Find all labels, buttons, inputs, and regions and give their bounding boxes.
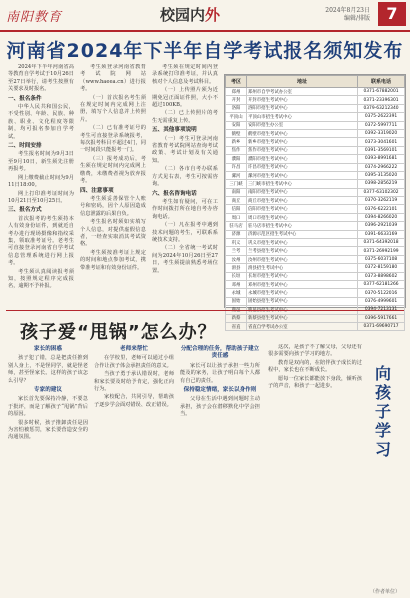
table-cell: 0375-2622391 [358, 113, 405, 121]
table-cell: 巩义市招生考试中心 [247, 239, 358, 247]
table-cell: 兰考 [226, 247, 247, 255]
table-cell: 0371-67882001 [358, 88, 405, 96]
section-accent: 外 [205, 6, 221, 24]
paragraph: 教育是双向的，在陪伴孩子成长的过程中，家长也在不断成长。 [268, 359, 362, 374]
table-cell: 汝州市招生考试中心 [247, 255, 358, 263]
paragraph: 家长首先要保持冷静，不要急于批评，而是了解孩子“甩锅”背后的原因。 [8, 396, 88, 418]
table-cell: 洛阳市招生考试中心 [247, 104, 358, 112]
table-cell: 鹤壁市招生考试中心 [247, 129, 358, 137]
vertical-column-title [369, 364, 397, 459]
section-title [160, 4, 220, 25]
paragraph: 中华人民共和国公民，不受性别、年龄、民族、种族、职业、文化程度等限制，均可报名参加自学考试。 [8, 104, 74, 140]
table-cell: 周口市招生考试中心 [247, 213, 358, 221]
table-row [226, 205, 405, 213]
table-cell: 商丘 [226, 197, 247, 205]
paragraph: （二）已有准考证号的考生可直接登录系统报考，每次报考科目不超过4门，同一时间段只能报考一门。 [80, 125, 146, 154]
table-cell: 济源 [226, 230, 247, 238]
table-cell: 0396-5917661 [358, 314, 405, 322]
paragraph: （一）首次报名考生须在规定时间内完成网上注册，填写个人信息并上传照片。 [80, 94, 146, 123]
table-row [226, 272, 405, 280]
exam-office-table-grid [225, 75, 405, 331]
paragraph: 家校配合，共同引导，帮助孩子逐步学会面对错误、改正错误。 [94, 394, 174, 408]
table-cell: 洛阳 [226, 104, 247, 112]
subheading: 五、其他事项说明 [152, 127, 197, 134]
table-cell: 0371-26992199 [358, 247, 405, 255]
table-cell: 滑县招生考试中心 [247, 264, 358, 272]
paragraph: 考生须认真阅读报考须知，按照规定程序完成报名，逾期不予补报。 [8, 268, 74, 290]
paragraph: （一）凡在报考中遇到技术问题的考生，可联系系统技术支持。 [152, 222, 218, 243]
table-cell: 焦作 [226, 146, 247, 154]
table-cell: 固始县招生考试中心 [247, 297, 358, 305]
table-cell: 0391-6633169 [358, 230, 405, 238]
table-cell: 0376-6222101 [358, 205, 405, 213]
table-cell: 开封市招生考试中心 [247, 96, 358, 104]
table-cell: 0370-5122016 [358, 289, 405, 297]
table-row [226, 314, 405, 322]
table-cell: 省直 [226, 322, 247, 330]
paragraph: 考生须登录河南省教育考试院网站（www.haeea.cn）进行报考。 [80, 64, 146, 93]
table-row [226, 230, 405, 238]
paragraph: 考生如有疑问，可在工作时间拨打所在地自考办咨询电话。 [152, 198, 218, 220]
table-cell: 驻马店 [226, 222, 247, 230]
table-cell: 商丘市招生考试中心 [247, 197, 358, 205]
vertical-title-text: 向孩子学习 [375, 364, 392, 459]
paragraph: 考生须妥善保管个人账号和密码，因个人原因造成信息泄露的后果自负。 [80, 195, 146, 217]
table-header-row [226, 76, 405, 88]
table-cell: 0377-63102302 [358, 188, 405, 196]
paragraph: （三）报考成功后，考生须在规定时间内完成网上缴费，未缴费者视为放弃报考。 [80, 155, 146, 185]
table-row [226, 264, 405, 272]
table-row [226, 239, 405, 247]
table-cell: 0373-3041601 [358, 138, 405, 146]
paragraph: （一）考生可登录河南省教育考试院网站查询考试政策、考试计划及有关通知。 [152, 135, 218, 164]
table-cell: 新乡 [226, 138, 247, 146]
table-cell: 0373-8898602 [358, 272, 405, 280]
table-row [226, 96, 405, 104]
paragraph: （一）上传照片须为近期免冠正面证件照，大小不超过100KB。 [152, 87, 218, 109]
table-cell: 南阳市招生考试中心 [247, 188, 358, 196]
table-cell: 永城 [226, 289, 247, 297]
table-cell: 濮阳市招生考试中心 [247, 155, 358, 163]
table-cell: 0398-2856219 [358, 180, 405, 188]
table-cell: 永城市招生考试中心 [247, 289, 358, 297]
paragraph: 孩子犯了错，总是把责任推到别人身上，不是怪同学，就是怪老师，甚至怪家长。这样的孩子该怎么引导？ [8, 355, 88, 384]
table-cell: 0374-2966222 [358, 163, 405, 171]
table-cell: 兰考县招生考试中心 [247, 247, 358, 255]
table-row [226, 155, 405, 163]
table-row [226, 113, 405, 121]
newspaper-logo: 南阳教育 [6, 10, 63, 25]
table-row [226, 255, 405, 263]
table-cell: 鹤壁 [226, 129, 247, 137]
table-cell: 漯河市招生考试中心 [247, 171, 358, 179]
exam-office-table [224, 74, 406, 330]
table-cell: 许昌 [226, 163, 247, 171]
table-row [226, 222, 405, 230]
table-row [226, 289, 405, 297]
section-divider [6, 310, 404, 311]
table-header-cell: 联系电话 [358, 76, 405, 88]
table-row [226, 138, 405, 146]
paragraph: 当孩子勇于承认错误时，老师和家长要及时给予肯定，强化正向行为。 [94, 371, 174, 393]
subheading: 保持稳定情绪，家长以身作则 [183, 387, 257, 394]
table-row [226, 129, 405, 137]
table-row [226, 121, 405, 129]
table-cell: 南阳 [226, 188, 247, 196]
footer-note: （作者单位） [369, 589, 400, 595]
paragraph: 考生报名时须如实填写个人信息，对提供虚假信息者，一经查实取消其考试资格。 [80, 219, 146, 248]
table-cell: 周口 [226, 213, 247, 221]
table-row [226, 104, 405, 112]
table-cell: 固始 [226, 297, 247, 305]
table-cell: 许昌市招生考试中心 [247, 163, 358, 171]
table-cell: 平顶山市招生考试中心 [247, 113, 358, 121]
table-cell: 焦作市招生考试中心 [247, 146, 358, 154]
table-cell: 0395-3135020 [358, 171, 405, 179]
paragraph: 考生须在规定时间内登录系统打印准考证，并认真核对个人信息及考试科目。 [152, 64, 218, 85]
table-cell: 省直自学考试办公室 [247, 322, 358, 330]
table-row [226, 322, 405, 330]
paragraph: 很多时候，孩子推卸责任是因为害怕被惩罚，家长要营造安全的沟通氛围。 [8, 419, 88, 441]
table-cell: 0376-4999601 [358, 297, 405, 305]
table-cell: 0371-69690717 [358, 322, 405, 330]
subheading: 四、注意事项 [80, 187, 114, 194]
subheading: 二、时间安排 [8, 143, 42, 150]
table-header-cell: 考区 [226, 76, 247, 88]
table-cell: 0370-3262119 [358, 197, 405, 205]
article1-col3 [152, 64, 218, 308]
table-cell: 汝州 [226, 255, 247, 263]
table-cell: 漯河 [226, 171, 247, 179]
table-cell: 濮阳 [226, 155, 247, 163]
table-row [226, 171, 405, 179]
subheading: 分配合理的任务，帮助孩子建立责任感 [180, 346, 260, 360]
date-line-2: 编辑/排版 [343, 15, 370, 22]
table-cell: 0372-8159180 [358, 264, 405, 272]
table-cell: 0392-3319020 [358, 129, 405, 137]
table-cell: 邓州 [226, 280, 247, 288]
article2-col3 [180, 344, 260, 584]
subheading: 六、报名咨询电话 [152, 190, 197, 197]
table-cell: 0396-2921039 [358, 222, 405, 230]
paragraph: 2024年下半年河南省高等教育自学考试于10月26日至27日举行，请考生按照有关要求及时报名。 [8, 64, 74, 93]
paragraph: 考生须按准考证上规定的时间和地点参加考试，携带准考证和有效身份证件。 [80, 249, 146, 271]
table-row [226, 197, 405, 205]
table-row [226, 88, 405, 96]
paragraph: 家长可以让孩子承担一些力所能及的家务，让孩子明白每个人都有自己的责任。 [180, 362, 260, 384]
table-cell: 平顶山 [226, 113, 247, 121]
paragraph: 首次报考的考生须持本人有效身份证件，到就近自考办进行现场摄像和指纹采集，领取准考证号。老考生可直接登录河南省自学考试信息管理系统进行网上报考。 [8, 215, 74, 267]
date-line-1: 2024年8月23日 [325, 7, 370, 14]
table-cell: 新蔡县招生考试中心 [247, 314, 358, 322]
table-cell: 0372-5997711 [358, 121, 405, 129]
paragraph: （二）已上传照片的考生无需重复上传。 [152, 110, 218, 124]
article2-col1 [8, 344, 88, 584]
paragraph: （二）全省统一考试时间为2024年10月26日至27日，考生须提前熟悉考场位置。 [152, 245, 218, 274]
paragraph: 父母在生活中遇到问题时主动承担，孩子会在潜移默化中学会担当。 [180, 396, 260, 418]
table-cell: 巩义 [226, 239, 247, 247]
table-row [226, 297, 405, 305]
table-cell: 滑县 [226, 264, 247, 272]
subheading: 家长的困惑 [34, 346, 62, 352]
table-cell: 济源示范区招生考试中心 [247, 230, 358, 238]
table-cell: 新乡市招生考试中心 [247, 138, 358, 146]
table-row [226, 146, 405, 154]
subheading: 专家的建议 [34, 387, 62, 394]
paragraph: 在学校里，老师可以通过小组合作让孩子体会承担责任的意义。 [94, 355, 174, 369]
table-cell: 邓州市招生考试中心 [247, 280, 358, 288]
table-cell: 驻马店市招生考试中心 [247, 222, 358, 230]
paragraph: 考生报名时间为9月3日至9月10日，新生须先注册再报考。 [8, 151, 74, 173]
table-cell: 长垣 [226, 272, 247, 280]
paragraph: 网上缴费截止时间为9月11日18:00。 [8, 174, 74, 189]
article2-col4 [268, 344, 362, 584]
table-cell: 郑州 [226, 88, 247, 96]
table-cell: 0371-23396301 [358, 96, 405, 104]
table-row [226, 280, 405, 288]
table-cell: 0371-64392018 [358, 239, 405, 247]
paragraph: 网上打印准考证时间为10月21日至10月25日。 [8, 190, 74, 204]
paragraph: 这次，是孩子不了解父母，父母还有很多需要向孩子学习的地方。 [268, 344, 362, 358]
subheading: 三、报名方式 [8, 207, 42, 214]
table-cell: 0391-3569101 [358, 146, 405, 154]
subheading: 一、报名条件 [8, 95, 42, 102]
paragraph: 愿每一位家长都能放下身段，倾听孩子的声音，和孩子一起进步。 [268, 375, 362, 390]
paragraph: （二）各市自考办联系方式见右表，考生可按需咨询。 [152, 166, 218, 188]
table-cell: 三门峡 [226, 180, 247, 188]
table-row [226, 180, 405, 188]
table-cell: 安阳市招生办公室 [247, 121, 358, 129]
date-info [325, 7, 370, 23]
table-cell: 郑州市自学考试办公室 [247, 88, 358, 96]
table-cell: 0393-8991681 [358, 155, 405, 163]
section-prefix: 校园内 [160, 6, 206, 24]
article1-col1 [8, 64, 74, 308]
subheading: 老师来帮忙 [120, 346, 148, 352]
article1-headline: 河南省2024年下半年自学考试报名须知发布 [6, 40, 404, 62]
table-row [226, 247, 405, 255]
article2-col2 [94, 344, 174, 584]
table-row [226, 213, 405, 221]
table-cell: 开封 [226, 96, 247, 104]
table-cell: 安阳 [226, 121, 247, 129]
page-number: 7 [378, 2, 406, 26]
table-row [226, 188, 405, 196]
table-cell: 三门峡市招生考试中心 [247, 180, 358, 188]
table-cell: 0377-62181266 [358, 280, 405, 288]
table-cell: 长垣市招生考试中心 [247, 272, 358, 280]
table-cell: 信阳 [226, 205, 247, 213]
article1-col2 [80, 64, 146, 308]
table-cell: 0379-63212340 [358, 104, 405, 112]
table-cell: 信阳市招生考试中心 [247, 205, 358, 213]
table-row [226, 163, 405, 171]
table-cell: 0394-8266020 [358, 213, 405, 221]
masthead [0, 0, 410, 32]
table-header-cell: 地址 [247, 76, 358, 88]
table-cell: 0375-6037108 [358, 255, 405, 263]
article2-title: 孩子爱“甩锅”怎么办？ [20, 322, 217, 343]
table-cell: 新蔡 [226, 314, 247, 322]
